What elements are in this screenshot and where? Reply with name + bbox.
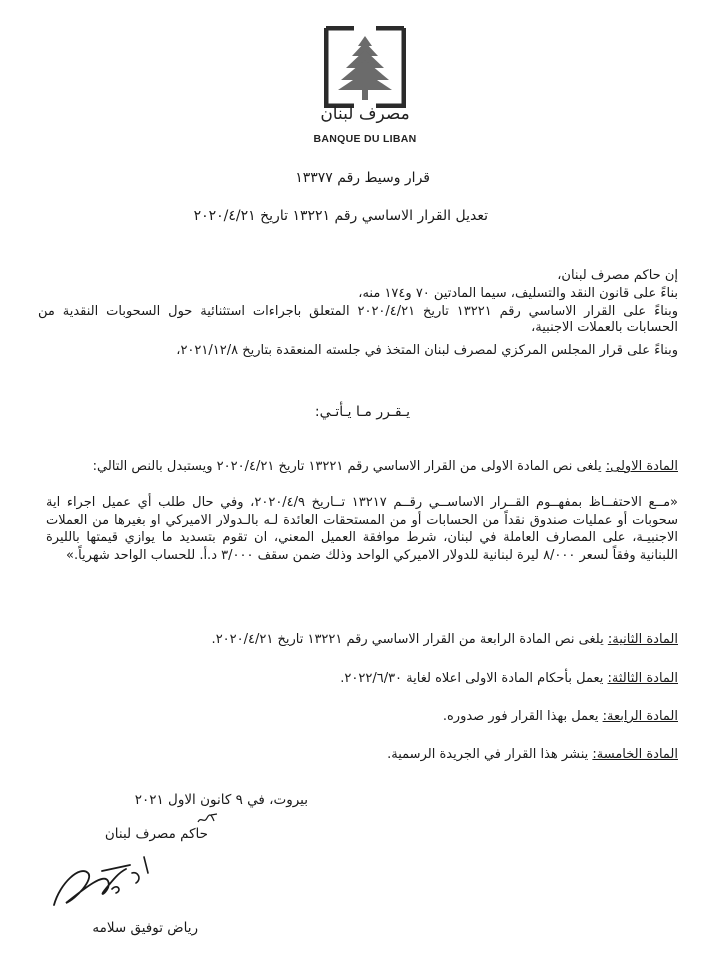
cedar-logo-icon xyxy=(324,26,406,108)
article-4-text: يعمل بهذا القرار فور صدوره. xyxy=(442,709,599,724)
article-1-quote: «مــع الاحتفــاظ بمفهــوم القــرار الاساســي رقــم ١٣٢١٧ تــاريخ ٢٠٢٠/٤/٩، وفي حال طلب أي عميل اجراء اية سحوبات أو عمليات صندوق نقداً من الحسابات أو من المستحقات العائدة لـه بالـدولار الاميركي او بغيرها من العملات الاجنبيـة، على المصارف العاملة في لبنان، شرط موافقة العميل المعني، ان تقوم بتسديد ما يوازي قيمتها بالليرة اللبنانية وفقاً لسعر ٨/٠٠٠ ليرة لبنانية للدولار الاميركي الواحد وذلك ضمن سقف ٣/٠٠٠ د.أ. للحساب الواحد شهرياً.» xyxy=(46,495,678,563)
article-3 xyxy=(33,670,678,687)
preamble-line-2: بناءً على قانون النقد والتسليف، سيما المادتين ٧٠ و١٧٤ منه، xyxy=(358,286,678,301)
resolve-heading: يـقـرر مـا يـأتـي: xyxy=(314,404,410,420)
article-4 xyxy=(33,708,678,725)
article-2-text: يلغى نص المادة الرابعة من القرار الاساسي رقم ١٣٢٢١ تاريخ ٢٠٢٠/٤/٢١. xyxy=(211,632,604,647)
article-1 xyxy=(33,458,678,475)
article-3-text: يعمل بأحكام المادة الاولى اعلاه لغاية ٢٠٢٢/٦/٣٠. xyxy=(340,671,604,686)
article-5-text: ينشر هذا القرار في الجريدة الرسمية. xyxy=(387,747,589,762)
article-2-label: المادة الثانية: xyxy=(607,632,678,647)
initials-mark-icon xyxy=(197,812,219,826)
governor-title: حاكم مصرف لبنان xyxy=(104,826,208,842)
logo-latin-name: BANQUE DU LIBAN xyxy=(313,133,417,145)
article-5-label: المادة الخامسة: xyxy=(592,747,678,762)
decision-title: قرار وسيط رقم ١٣٣٧٧ xyxy=(295,170,430,186)
preamble-line-1: إن حاكم مصرف لبنان، xyxy=(557,268,678,283)
decision-subject: تعديل القرار الاساسي رقم ١٣٢٢١ تاريخ ٢٠٢٠/٤/٢١ xyxy=(193,208,488,224)
governor-name: رياض توفيق سلامه xyxy=(92,920,198,936)
article-2 xyxy=(33,631,678,648)
article-3-label: المادة الثالثة: xyxy=(607,671,678,686)
preamble-line-3: وبناءً على القرار الاساسي رقم ١٣٢٢١ تاريخ ٢٠٢٠/٤/٢١ المتعلق باجراءات استثنائية حول السحوبات النقدية من الحسابات بالعملات الاجنبية، xyxy=(38,304,678,335)
article-4-label: المادة الرابعة: xyxy=(602,709,678,724)
article-1-label: المادة الاولى: xyxy=(605,459,678,474)
logo-arabic-name: مصرف لبنان xyxy=(320,104,410,124)
preamble-line-4: وبناءً على قرار المجلس المركزي لمصرف لبنان المتخذ في جلسته المنعقدة بتاريخ ٢٠٢١/١٢/٨، xyxy=(176,343,678,358)
article-1-text: يلغى نص المادة الاولى من القرار الاساسي رقم ١٣٢٢١ تاريخ ٢٠٢٠/٤/٢١ ويستبدل بالنص التالي: xyxy=(92,459,602,474)
article-5 xyxy=(33,746,678,763)
handwritten-signature-icon xyxy=(46,843,156,923)
place-and-date: بيروت، في ٩ كانون الاول ٢٠٢١ xyxy=(134,792,308,808)
